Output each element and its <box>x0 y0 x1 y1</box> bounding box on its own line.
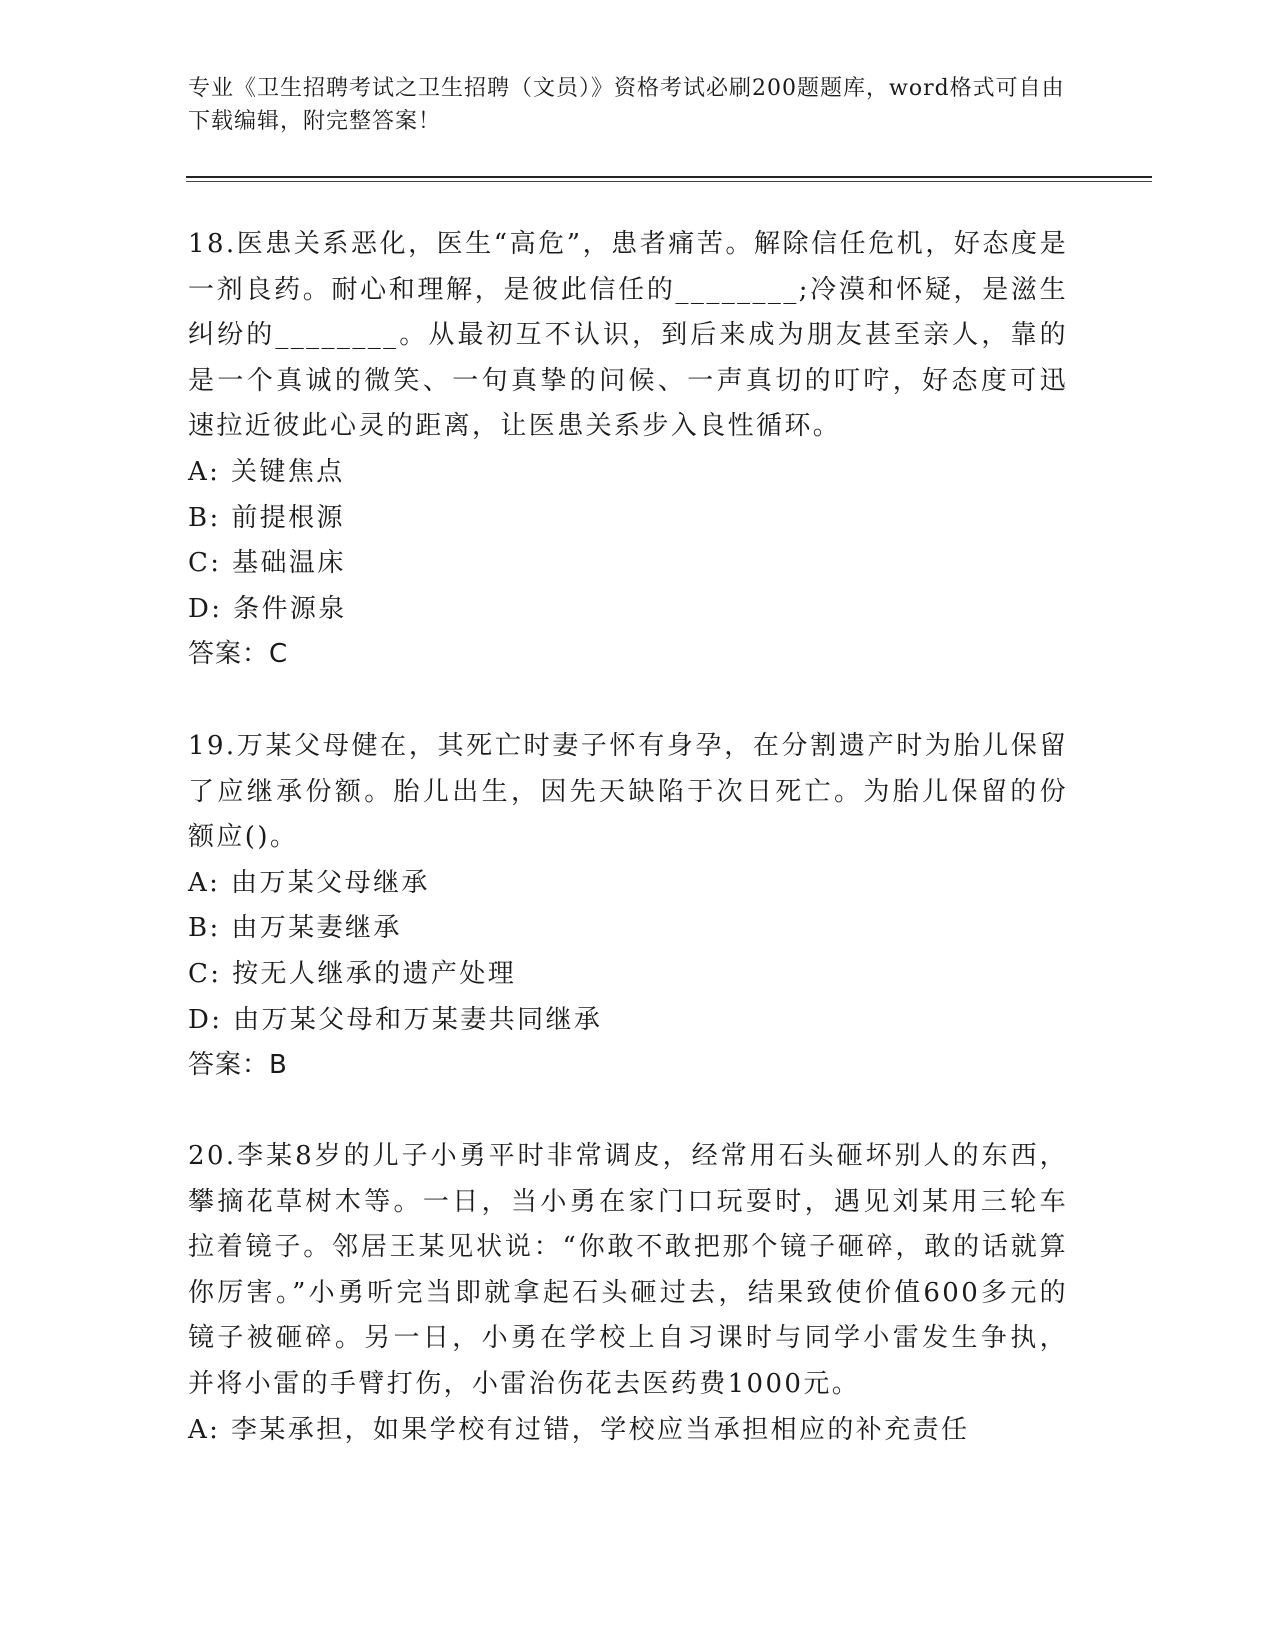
question-20 <box>188 1134 1068 1453</box>
option-c: C: 按无人继承的遗产处理 <box>188 958 517 989</box>
header-divider-thin <box>186 181 1152 182</box>
option-a: A: 由万某父母继承 <box>188 867 430 898</box>
answer-label: 答案：B <box>188 1050 288 1081</box>
question-19 <box>188 724 1068 1089</box>
header-title: 专业《卫生招聘考试之卫生招聘（文员）》资格考试必刷200题题库，word格式可自由下载编辑，附完整答案！ <box>188 76 1065 134</box>
option-a: A: 关键焦点 <box>188 456 345 487</box>
option-b: B: 前提根源 <box>188 502 345 533</box>
option-d: D: 条件源泉 <box>188 593 347 624</box>
question-text: 19.万某父母健在，其死亡时妻子怀有身孕，在分割遗产时为胎儿保留了应继承份额。胎儿出生，因先天缺陷于次日死亡。为胎儿保留的份额应()。 <box>188 731 1068 853</box>
header-divider-thick <box>186 176 1152 178</box>
document-header <box>188 72 1068 138</box>
question-text: 20.李某8岁的儿子小勇平时非常调皮，经常用石头砸坏别人的东西，攀摘花草树木等。一日，当小勇在家门口玩耍时，遇见刘某用三轮车拉着镜子。邻居王某见状说：“你敢不敢把那个镜子砸碎，敢的话就算你厉害。”小勇听完当即就拿起石头砸过去，结果致使价值600多元的镜子被砸碎。另一日，小勇在学校上自习课时与同学小雷发生争执，并将小雷的手臂打伤，小雷治伤花去医药费1000元。 <box>188 1141 1068 1399</box>
option-b: B: 由万某妻继承 <box>188 913 402 944</box>
answer-label: 答案：C <box>188 639 289 670</box>
option-d: D: 由万某父母和万某妻共同继承 <box>188 1004 603 1035</box>
option-a: A: 李某承担，如果学校有过错，学校应当承担相应的补充责任 <box>188 1414 970 1445</box>
question-text: 18.医患关系恶化，医生“高危”，患者痛苦。解除信任危机，好态度是一剂良药。耐心和理解，是彼此信任的________;冷漠和怀疑，是滋生纠纷的________。从最初互不认识，到后来成为朋友甚至亲人，靠的是一个真诚的微笑、一句真挚的问候、一声真切的叮咛，好态度可迅速拉近彼此心灵的距离，让医患关系步入良性循环。 <box>188 229 1068 442</box>
option-c: C: 基础温床 <box>188 548 346 579</box>
question-18 <box>188 222 1068 678</box>
